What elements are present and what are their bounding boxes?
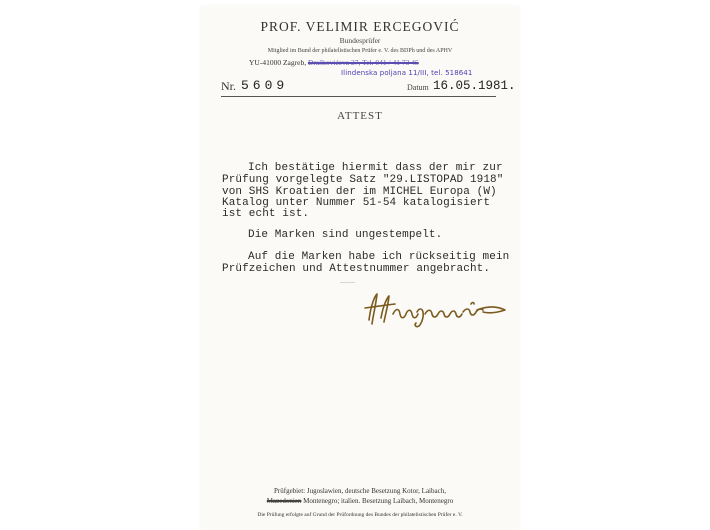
number-label: Nr. — [221, 79, 236, 93]
certificate-date: 16.05.1981. — [433, 79, 516, 93]
footer-line-2-rest: Montenegro; italien. Besetzung Laibach, Montenegro — [301, 497, 454, 505]
body-line: Die Marken sind ungestempelt. — [248, 229, 443, 241]
body-line: Ich bestätige hiermit dass der mir zur — [248, 162, 503, 174]
footer-line-1: Prüfgebiet: Jugoslawien, deutsche Besetzung Kotor, Laibach, — [274, 487, 446, 495]
date-label: Datum — [407, 83, 429, 92]
certificate-paper — [201, 6, 519, 530]
body-line: Prüfzeichen und Attestnummer angebracht. — [222, 263, 491, 275]
membership-line: Mitglied im Bund der philatelistischen Prüfer e. V. des BDPh und des APHV — [267, 48, 453, 54]
header-divider — [221, 96, 496, 97]
footer-note: Die Prüfung erfolgte auf Grund der Prüfordnung des Bundes der philatelistischen Prüfer e. V. — [257, 512, 463, 518]
examiner-name: PROF. VELIMIR ERCEGOVIĆ — [260, 19, 460, 34]
faint-mark: ~~~~~~~ — [340, 280, 356, 285]
address-prefix: YU-41000 Zagreb, — [249, 58, 307, 67]
body-line: Auf die Marken habe ich rückseitig mein — [248, 251, 510, 263]
certificate-number: 5609 — [241, 78, 289, 93]
address-struck: Draškovićeva 27, Tel. 041 / 41 73 45 — [307, 58, 419, 67]
body-line: ist echt ist. — [222, 208, 310, 220]
footer-line-2 — [201, 497, 519, 505]
footer-struck-word: Mazedonien — [266, 497, 302, 505]
body-line: von SHS Kroatien der im MICHEL Europa (W) — [222, 186, 497, 198]
address-stamp: Ilindenska poljana 11/III, tel. 518641 — [341, 69, 473, 77]
body-line: Prüfung vorgelegte Satz "29.LISTOPAD 1918" — [222, 174, 504, 186]
body-line: Katalog unter Nummer 51-54 katalogisiert — [222, 197, 491, 209]
signature — [359, 290, 509, 330]
address-line — [249, 58, 419, 67]
examiner-title: Bundesprüfer — [339, 36, 381, 45]
attest-heading: ATTEST — [337, 110, 383, 122]
